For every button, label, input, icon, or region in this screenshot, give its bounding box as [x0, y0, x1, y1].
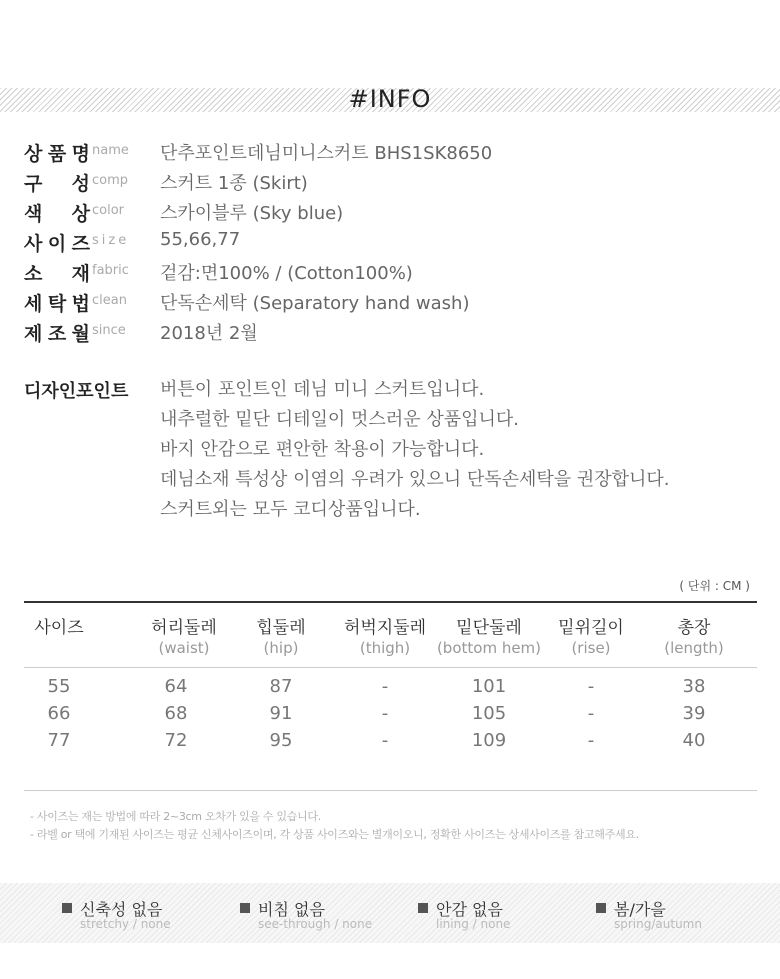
table-cell: 77: [47, 730, 71, 751]
spec-label-char: 조: [47, 323, 69, 345]
spec-label-char: 월: [71, 323, 92, 345]
table-cell: 101: [471, 676, 507, 697]
size-table: [24, 601, 757, 791]
table-cell: -: [381, 676, 389, 697]
spec-label-char: 상: [71, 203, 92, 225]
table-cell: 64: [164, 676, 188, 697]
design-point-lines: [160, 377, 760, 527]
spec-en-label: clean: [92, 293, 127, 308]
design-line: 데님소재 특성상 이염의 우려가 있으니 단독손세탁을 권장합니다.: [160, 469, 670, 490]
feature-ko: 비침 없음: [258, 900, 325, 919]
square-bullet-icon: [62, 903, 72, 913]
table-cell: 95: [269, 730, 293, 751]
table-cell: 40: [682, 730, 706, 751]
feature-en: stretchy / none: [80, 917, 171, 931]
spec-value: 단독손세탁 (Separatory hand wash): [160, 293, 470, 314]
spec-label-char: 재: [71, 263, 92, 285]
spec-label-char: 법: [71, 293, 92, 315]
header-ko: 사이즈: [34, 618, 84, 638]
header-en: (bottom hem): [436, 639, 542, 657]
spec-label-char: 이: [47, 233, 69, 255]
spec-en-label: color: [92, 203, 125, 218]
square-bullet-icon: [240, 903, 250, 913]
square-bullet-icon: [418, 903, 428, 913]
spec-label: [24, 139, 92, 166]
table-cell: 38: [682, 676, 706, 697]
table-cell: 66: [47, 703, 71, 724]
table-cell: 55: [47, 676, 71, 697]
design-line: 바지 안감으로 편안한 착용이 가능합니다.: [160, 439, 485, 460]
note-line: - 사이즈는 재는 방법에 따라 2~3cm 오차가 있을 수 있습니다.: [30, 810, 321, 823]
spec-label-char: 즈: [71, 233, 92, 255]
spec-label-char: 품: [47, 143, 69, 165]
feature-en: see-through / none: [258, 917, 373, 931]
header-en: (thigh): [359, 639, 411, 657]
size-notes: [30, 808, 639, 844]
header-en: (length): [664, 639, 724, 657]
size-table-body: [24, 668, 757, 791]
spec-label: [24, 229, 92, 256]
spec-value: 스카이블루 (Sky blue): [160, 203, 344, 224]
spec-label-char: 구: [24, 173, 45, 195]
table-cell: -: [381, 703, 389, 724]
spec-label-char: 사: [24, 233, 45, 255]
spec-value: 55,66,77: [160, 229, 241, 250]
info-title: #INFO: [348, 85, 432, 113]
spec-en-label: since: [92, 323, 126, 338]
table-cell: -: [587, 703, 595, 724]
spec-en-label: comp: [92, 173, 129, 188]
header-ko: 허벅지둘레: [343, 618, 427, 638]
spec-label-char: 세: [24, 293, 45, 315]
square-bullet-icon: [596, 903, 606, 913]
header-ko: 허리둘레: [151, 618, 217, 638]
table-cell: -: [587, 676, 595, 697]
spec-label: [24, 199, 92, 226]
spec-label: [24, 289, 92, 316]
spec-en-label: name: [92, 143, 129, 158]
spec-value: 스커트 1종 (Skirt): [160, 173, 308, 194]
header-ko: 총장: [677, 618, 711, 638]
spec-value: 단추포인트데님미니스커트 BHS1SK8650: [160, 143, 493, 164]
table-cell: 91: [269, 703, 293, 724]
design-line: 버튼이 포인트인 데님 미니 스커트입니다.: [160, 379, 485, 400]
spec-value: 겉감:면100% / (Cotton100%): [160, 263, 413, 284]
header-ko: 밑단둘레: [456, 618, 522, 638]
table-cell: 105: [471, 703, 507, 724]
feature-ko: 신축성 없음: [80, 900, 163, 919]
design-line: 스커트외는 모두 코디상품입니다.: [160, 499, 421, 520]
header-en: (waist): [158, 639, 210, 657]
feature-en: lining / none: [436, 917, 511, 931]
features-band: [0, 883, 780, 943]
feature-en: spring/autumn: [614, 917, 702, 931]
spec-label: [24, 169, 92, 196]
spec-label-char: 성: [71, 173, 92, 195]
feature-ko: 봄/가을: [614, 900, 666, 919]
table-cell: -: [381, 730, 389, 751]
spec-label-char: 색: [24, 203, 45, 225]
spec-label: [24, 319, 92, 346]
feature-ko: 안감 없음: [436, 900, 503, 919]
size-table-header: [24, 603, 757, 668]
spec-label-char: 상: [24, 143, 45, 165]
header-en: (rise): [571, 639, 611, 657]
table-cell: 72: [164, 730, 188, 751]
spec-value: 2018년 2월: [160, 323, 258, 344]
table-cell: 109: [471, 730, 507, 751]
design-point-label: 디자인포인트: [24, 381, 129, 402]
spec-label-char: 제: [24, 323, 45, 345]
header-en: (hip): [263, 639, 299, 657]
header-ko: 밑위길이: [558, 618, 624, 638]
spec-en-label: size: [92, 233, 130, 248]
design-line: 내추럴한 밑단 디테일이 멋스러운 상품입니다.: [160, 409, 519, 430]
table-cell: 87: [269, 676, 293, 697]
spec-label-char: 탁: [47, 293, 69, 315]
table-cell: 39: [682, 703, 706, 724]
spec-label-char: 명: [71, 143, 92, 165]
table-cell: 68: [164, 703, 188, 724]
table-cell: -: [587, 730, 595, 751]
note-line: - 라벨 or 택에 기재된 사이즈는 평균 신체사이즈이며, 각 상품 사이즈와는 별개이오니, 정확한 사이즈는 상세사이즈를 참고해주세요.: [30, 828, 639, 841]
size-unit-label: ( 단위 : CM ): [679, 579, 750, 593]
spec-label-char: 소: [24, 263, 45, 285]
header-ko: 힙둘레: [256, 618, 306, 638]
spec-en-label: fabric: [92, 263, 129, 278]
spec-label: [24, 259, 92, 286]
